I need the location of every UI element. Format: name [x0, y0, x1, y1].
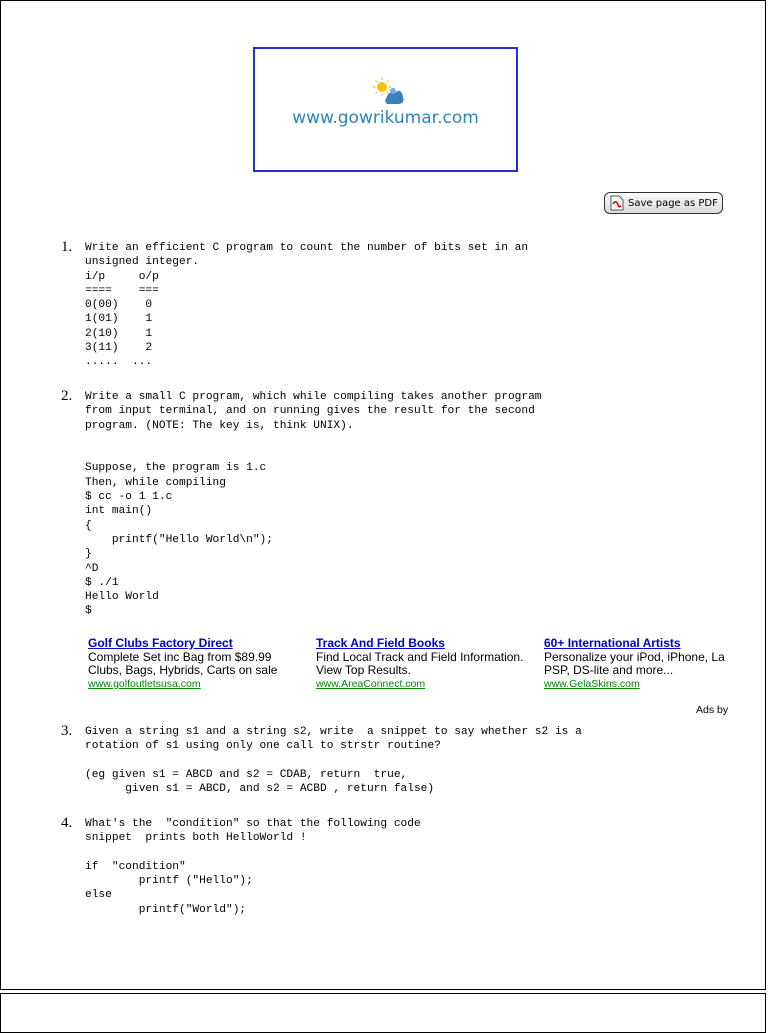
- ad-item[interactable]: [88, 637, 298, 691]
- question-number: 3.: [61, 723, 73, 739]
- ad-item[interactable]: [544, 637, 724, 691]
- pdf-icon: [610, 195, 624, 211]
- logo-text: www.gowrikumar.com: [292, 107, 479, 128]
- question-text: Write an efficient C program to count the number of bits set in an unsigned integer. i/p o/p ==== === 0(00) 0 1(01) 1 2(10) 1 3(11) 2 ..... ...: [85, 242, 529, 369]
- ad-url[interactable]: www.golfoutletsusa.com: [88, 677, 201, 690]
- ad-title[interactable]: 60+ International Artists: [544, 636, 681, 650]
- save-pdf-label: Save page as PDF: [628, 197, 718, 209]
- question-number: 1.: [61, 239, 73, 255]
- site-logo[interactable]: [253, 47, 518, 172]
- ad-line: Complete Set inc Bag from $89.99: [88, 649, 272, 664]
- question-text: What's the "condition" so that the following code snippet prints both HelloWorld ! if "condition" printf ("Hello"); else printf("World");: [85, 818, 421, 916]
- ad-line: View Top Results.: [316, 663, 411, 677]
- save-pdf-button[interactable]: [604, 192, 723, 214]
- ad-title[interactable]: Track And Field Books: [316, 636, 445, 650]
- ad-item[interactable]: [316, 637, 526, 691]
- ad-title[interactable]: Golf Clubs Factory Direct: [88, 636, 233, 650]
- ad-url[interactable]: www.AreaConnect.com: [316, 677, 426, 690]
- ads-by-label[interactable]: Ads by: [696, 704, 729, 716]
- question-text: Given a string s1 and a string s2, write a snippet to say whether s2 is a rotation of s1 using only one call to strstr routine? (eg given s1 = ABCD and s2 = CDAB, return true, given s1 = ABCD, and s2 = ACBD , return false): [85, 726, 582, 796]
- ad-line: Personalize your iPod, iPhone, La: [544, 649, 725, 664]
- ad-url[interactable]: www.GelaSkins.com: [544, 677, 640, 690]
- question-text: Write a small C program, which while compiling takes another program from input terminal, and on running gives the result for the second program. (NOTE: The key is, think UNIX). Suppose, the program is 1.c Then, while compiling $ cc -o 1 1.c int main() { printf("Hello World\n"); } ^D $ ./1 Hello World $: [85, 391, 542, 618]
- ad-line: Find Local Track and Field Information.: [316, 649, 524, 664]
- sun-character-icon: [371, 77, 407, 107]
- ad-block: [88, 637, 728, 697]
- ad-line: Clubs, Bags, Hybrids, Carts on sale: [88, 663, 278, 677]
- question-number: 2.: [61, 388, 73, 404]
- ad-line: PSP, DS-lite and more...: [544, 663, 674, 677]
- question-number: 4.: [61, 815, 73, 831]
- next-page-edge: [0, 993, 766, 1033]
